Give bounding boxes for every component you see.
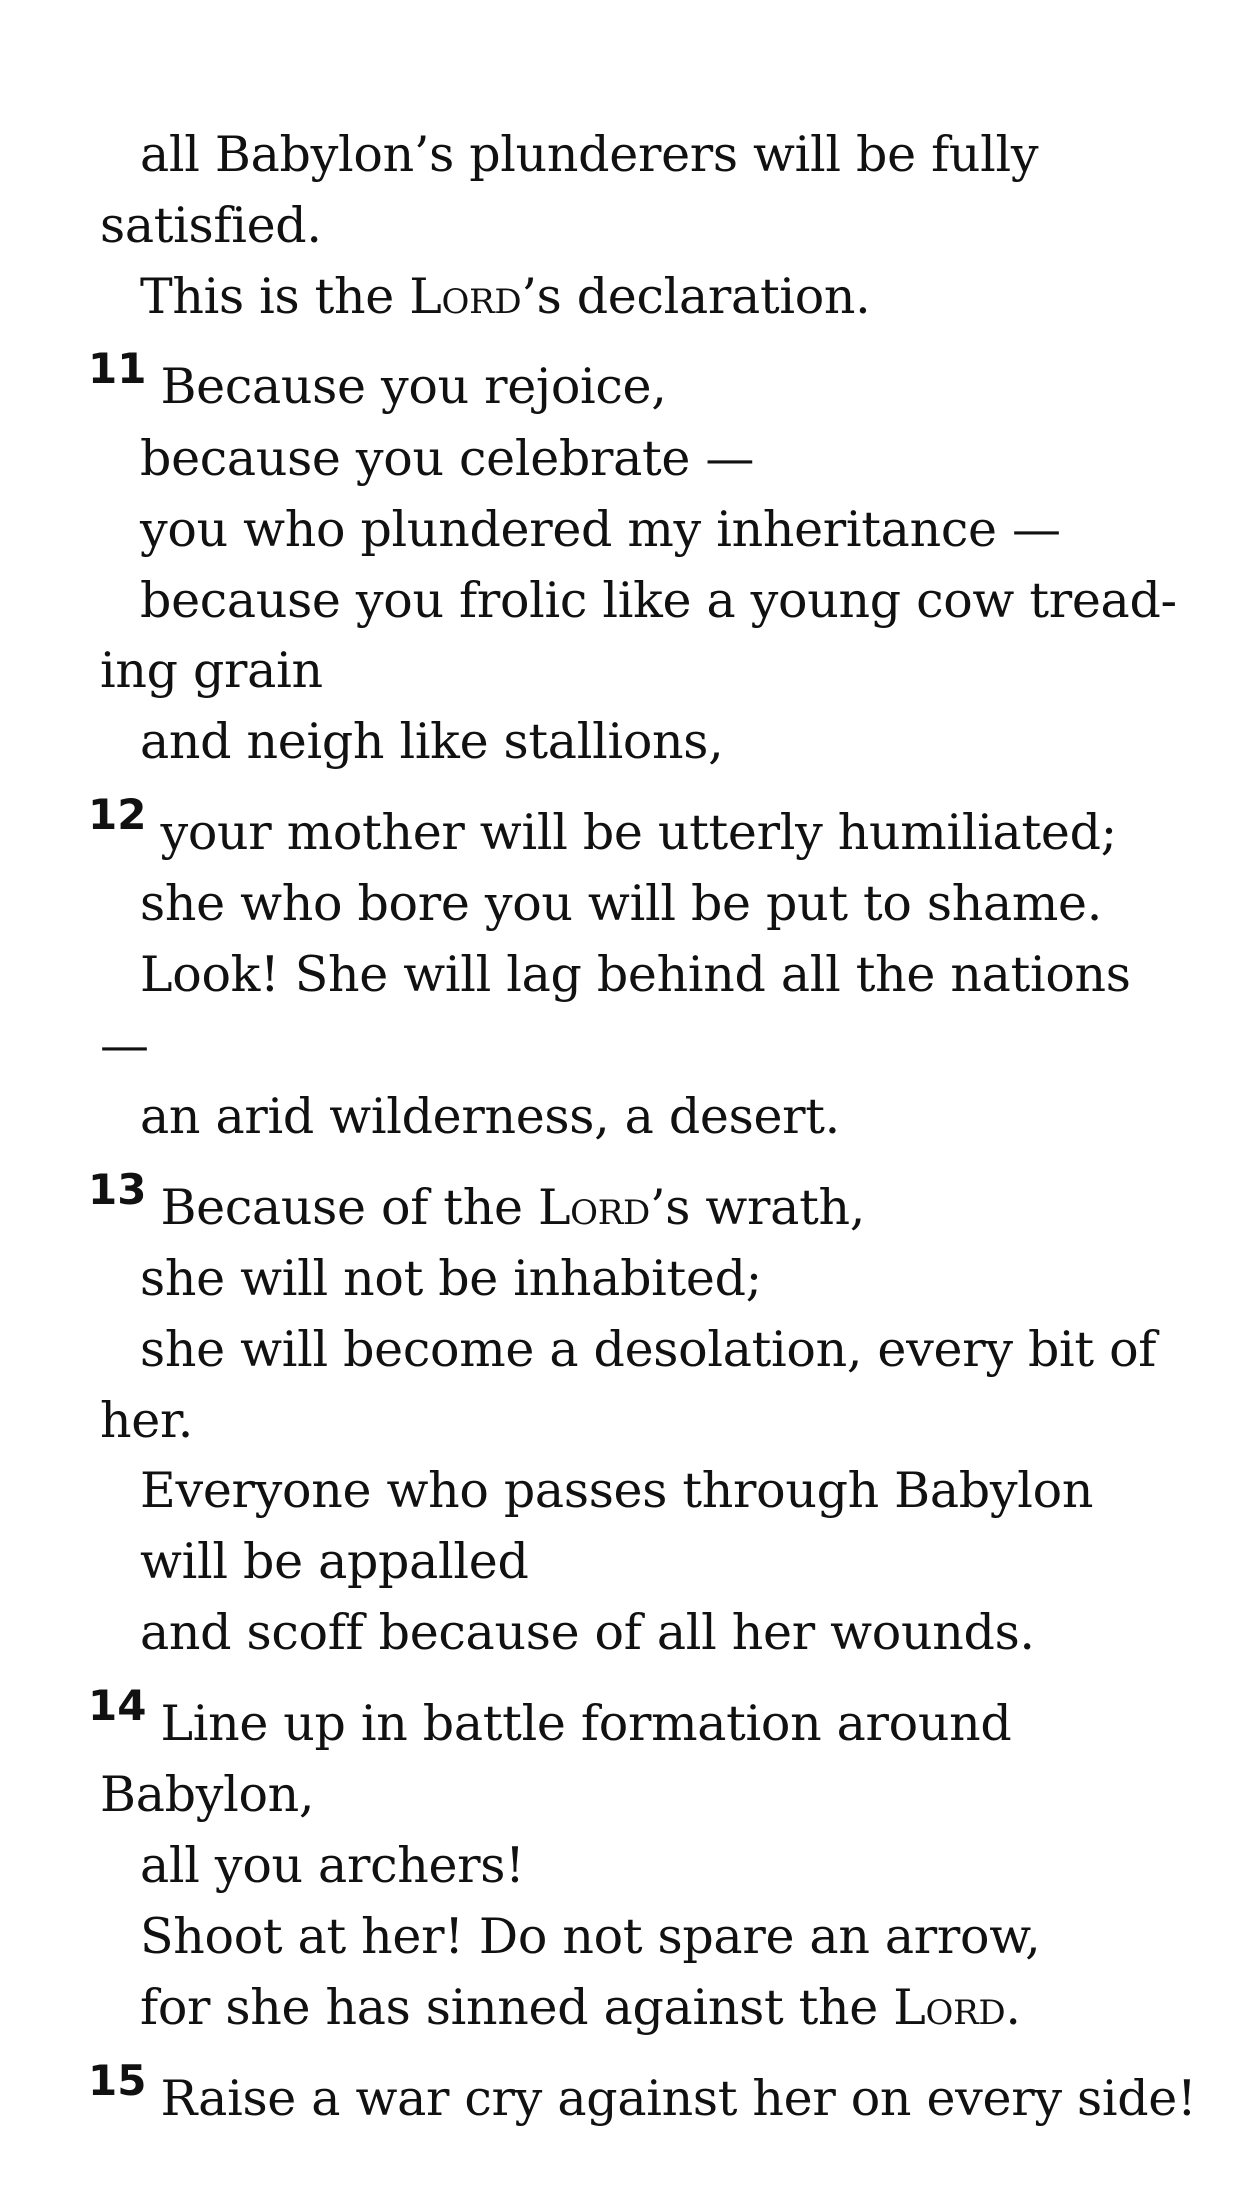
text-line: she will become a desolation, every bit of [140,1321,1157,1378]
small-caps-lord: Lord [537,1179,651,1236]
verse-line: 13 Because of the Lord’s wrath, [88,1165,866,1236]
text-line: for she has sinned against the Lord. [140,1979,1021,2036]
verse-line: 14 Line up in battle formation around [88,1681,1012,1752]
text-line: and neigh like stallions, [140,713,724,770]
text-line: all you archers! [140,1837,525,1894]
verse-line: 11 Because you rejoice, [88,344,667,415]
verse-line: 15 Raise a war cry against her on every side! [88,2056,1197,2127]
verse-line: 12 your mother will be utterly humiliated; [88,790,1117,861]
text-line: because you celebrate — [140,430,755,487]
text-line: Everyone who passes through Babylon [140,1462,1094,1519]
verse-number: 11 [88,344,147,393]
text-line: she will not be inhabited; [140,1250,762,1307]
text-line: Look! She will lag behind all the nations [140,946,1131,1003]
text-line: will be appalled [140,1533,529,1590]
text-line: her. [100,1392,193,1449]
verse-number: 12 [88,790,147,839]
small-caps-lord: Lord [893,1979,1006,2036]
text-line: This is the Lord’s declaration. [140,268,871,325]
text-line: — [100,1017,149,1074]
text-line: and scoff because of all her wounds. [140,1604,1035,1661]
verse-number: 15 [88,2056,147,2105]
verse-number: 13 [88,1165,147,1214]
text-line: you who plundered my inheritance — [140,501,1061,558]
text-line: Babylon, [100,1766,315,1823]
text-line: Shoot at her! Do not spare an arrow, [140,1908,1041,1965]
small-caps-lord: Lord [409,268,522,325]
text-line: because you frolic like a young cow tread- [140,572,1177,629]
text-line: an arid wilderness, a desert. [140,1088,840,1145]
verse-number: 14 [88,1681,147,1730]
text-line: satisfied. [100,197,322,254]
text-line: she who bore you will be put to shame. [140,875,1103,932]
text-line: all Babylon’s plunderers will be fully [140,126,1039,183]
text-line: ing grain [100,642,323,699]
